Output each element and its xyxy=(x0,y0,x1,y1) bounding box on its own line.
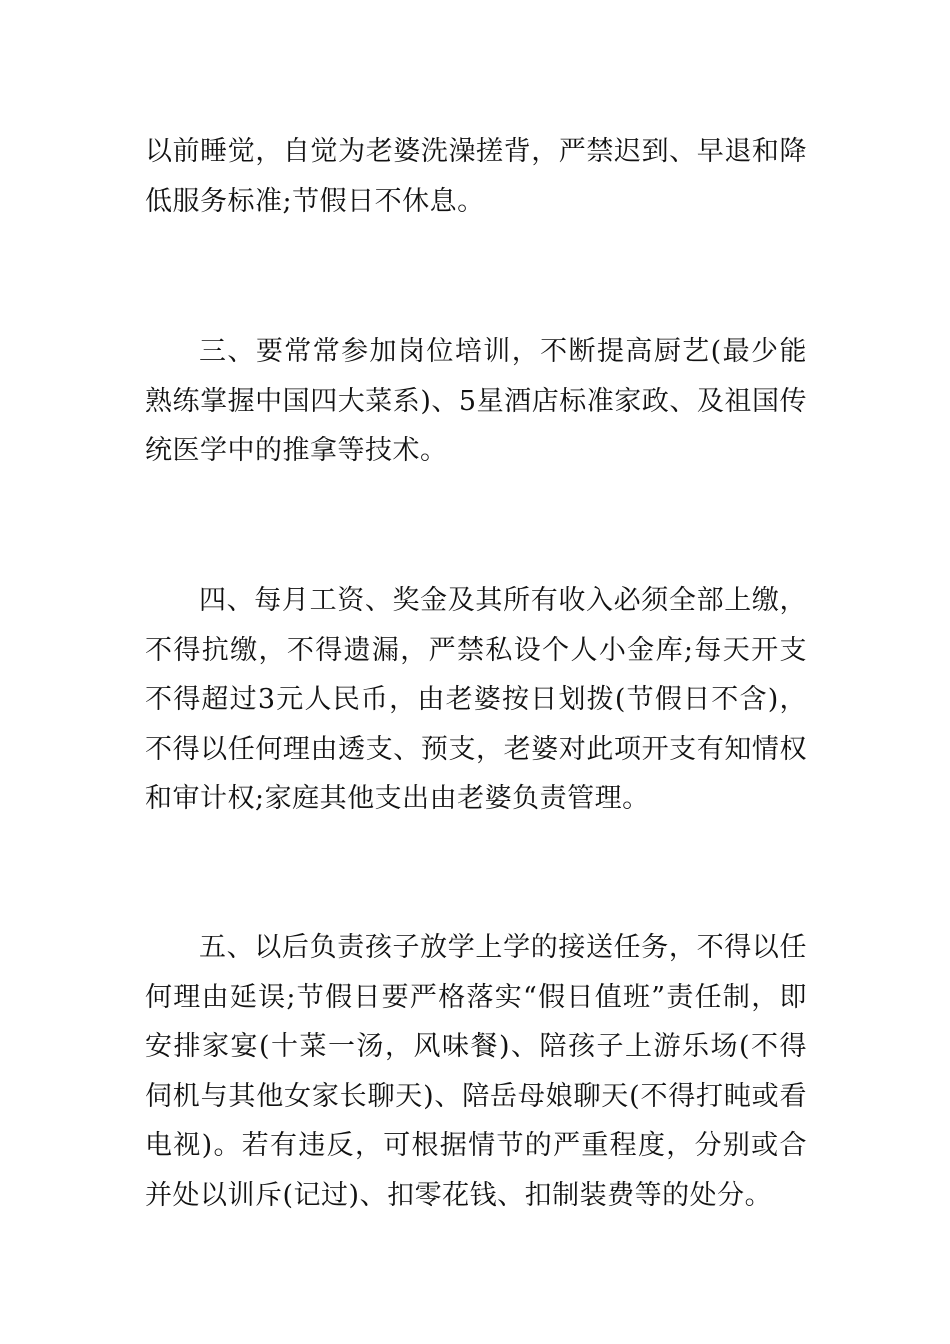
paragraph-item-five: 五、以后负责孩子放学上学的接送任务，不得以任何理由延误;节假日要严格落实“假日值班”责任制，即安排家宴(十菜一汤，风味餐)、陪孩子上游乐场(不得伺机与其他女家长聊天)、陪岳母娘聊天(不得打盹或看电视)。若有违反，可根据情节的严重程度，分别或合并处以训斥(记过)、扣零花钱、扣制装费等的处分。 xyxy=(145,932,807,1211)
paragraph-continued: 以前睡觉，自觉为老婆洗澡搓背，严禁迟到、早退和降低服务标准;节假日不休息。 xyxy=(145,136,807,217)
paragraph-item-four: 四、每月工资、奖金及其所有收入必须全部上缴，不得抗缴，不得遗漏，严禁私设个人小金库;每天开支不得超过3元人民币，由老婆按日划拨(节假日不含)，不得以任何理由透支、预支，老婆对此项开支有知情权和审计权;家庭其他支出由老婆负责管理。 xyxy=(145,585,807,814)
paragraph-item-three: 三、要常常参加岗位培训，不断提高厨艺(最少能熟练掌握中国四大菜系)、5星酒店标准家政、及祖国传统医学中的推拿等技术。 xyxy=(145,336,807,466)
